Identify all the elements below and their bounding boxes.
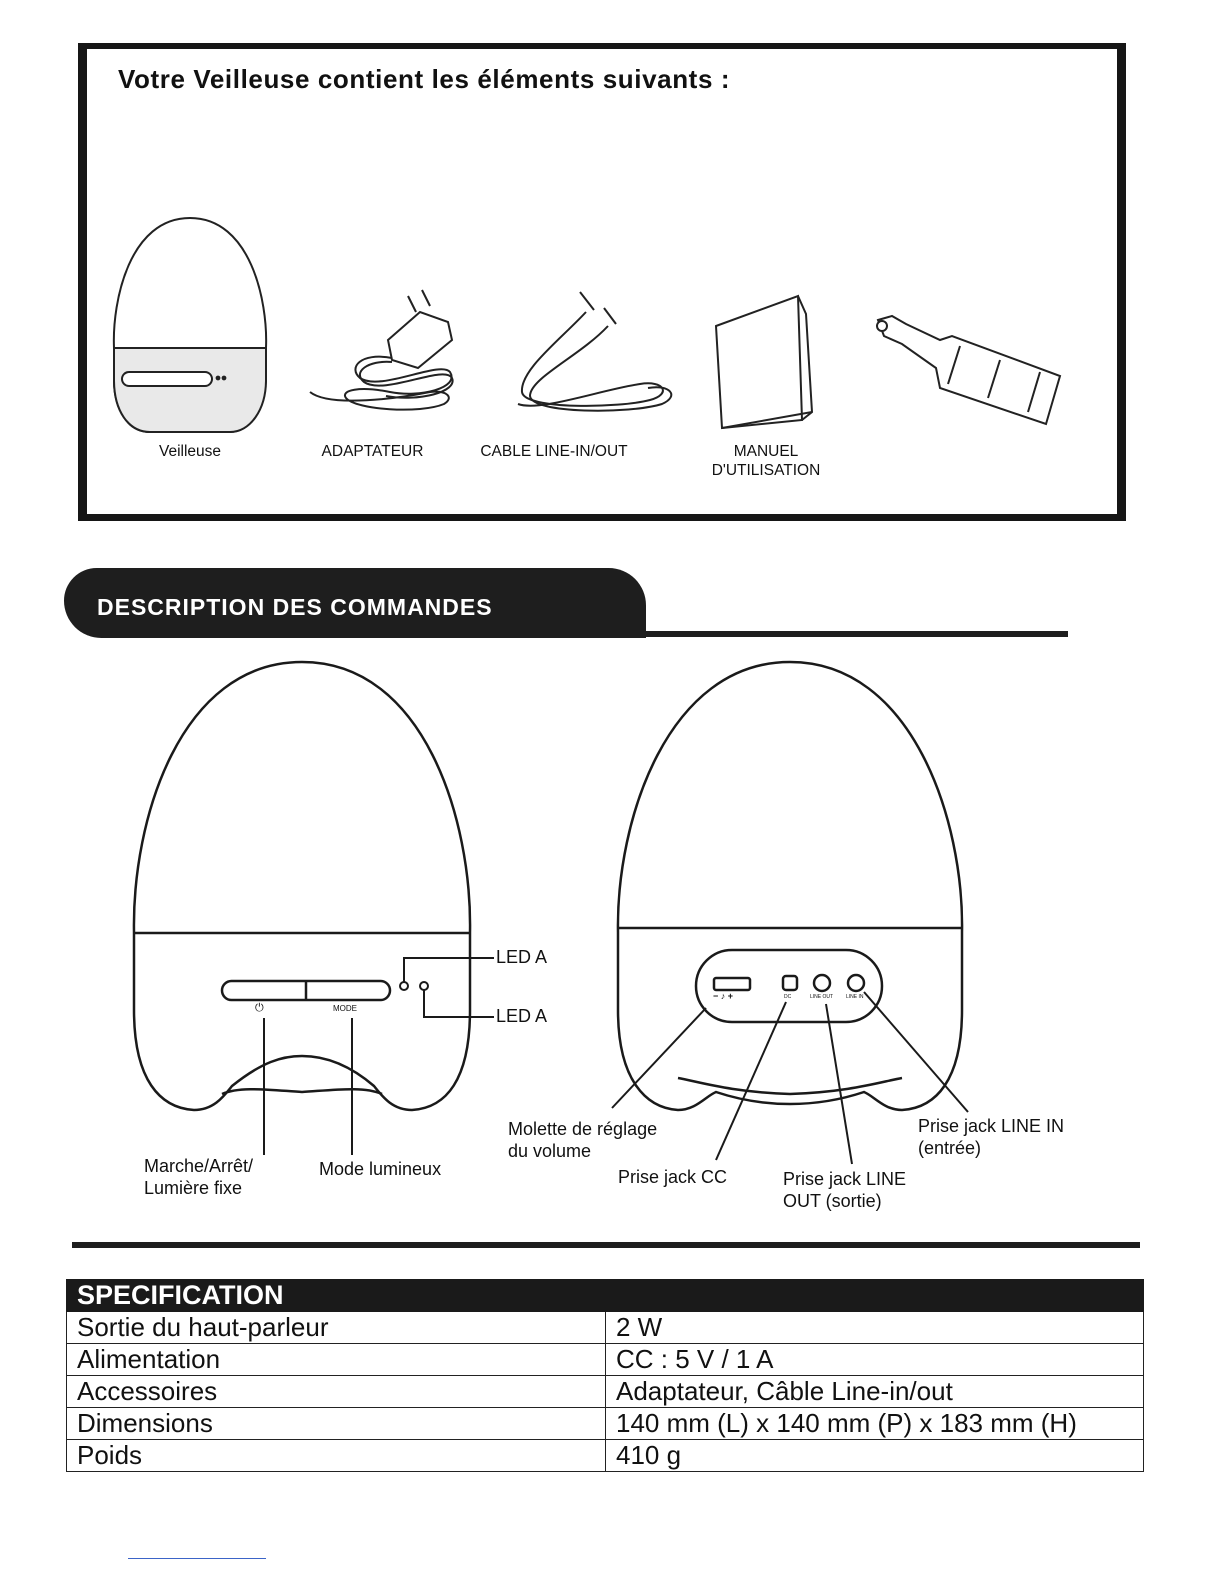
power-label (144, 1155, 253, 1199)
adapter-illustration (310, 290, 453, 410)
lineout-label-line1: Prise jack LINE (783, 1169, 907, 1189)
footer-link-line (128, 1558, 266, 1559)
volume-label-line2: du volume (508, 1141, 592, 1161)
mode-print: MODE (333, 1004, 357, 1013)
contents-title: Votre Veilleuse contient les éléments suivants : (118, 64, 731, 94)
led-top-label: LED A (496, 947, 548, 967)
spec-header: SPECIFICATION (67, 1280, 1144, 1312)
night-light-illustration (114, 218, 266, 432)
power-label-line1: Marche/Arrêt/ (144, 1156, 254, 1176)
linein-print: LINE IN (846, 994, 864, 1000)
caption-manual-line2: D'UTILISATION (711, 462, 821, 479)
caption-adapter: ADAPTATEUR (321, 443, 424, 460)
bottom-rule (72, 1242, 1140, 1248)
volume-label-line1: Molette de réglage (508, 1119, 658, 1139)
front-view-illustration (134, 662, 494, 1155)
volume-print: − ♪ + (713, 991, 734, 1001)
table-row (67, 1408, 1144, 1440)
power-symbol-print: ⏻ (255, 1002, 264, 1014)
led-bottom-label: LED A (496, 1006, 548, 1026)
linein-label-line1: Prise jack LINE IN (918, 1116, 1065, 1136)
power-label-line2: Lumière fixe (144, 1178, 243, 1198)
spec-name: Poids (67, 1440, 606, 1472)
lineout-label-line2: OUT (sortie) (783, 1191, 882, 1211)
caption-cable: CABLE LINE-IN/OUT (480, 443, 628, 460)
table-row (67, 1440, 1144, 1472)
spec-name: Alimentation (67, 1344, 606, 1376)
section-title: DESCRIPTION DES COMMANDES (97, 594, 493, 620)
table-row (67, 1312, 1144, 1344)
dc-print: DC (784, 994, 792, 1000)
linein-label (918, 1115, 1064, 1159)
back-view-illustration (612, 662, 968, 1164)
mode-label: Mode lumineux (319, 1159, 442, 1179)
spec-header-row (67, 1280, 1144, 1312)
table-row (67, 1344, 1144, 1376)
spec-value: Adaptateur, Câble Line-in/out (606, 1376, 1144, 1408)
spec-value: CC : 5 V / 1 A (606, 1344, 1144, 1376)
spec-name: Dimensions (67, 1408, 606, 1440)
lineout-print: LINE OUT (810, 994, 834, 1000)
spec-value: 2 W (606, 1312, 1144, 1344)
manual-illustration (716, 296, 812, 428)
table-row (67, 1376, 1144, 1408)
jack-adapter-illustration (877, 316, 1060, 424)
lineout-label (783, 1168, 906, 1212)
caption-manual (696, 442, 836, 480)
spec-name: Sortie du haut-parleur (67, 1312, 606, 1344)
spec-value: 410 g (606, 1440, 1144, 1472)
section-rule (620, 631, 1068, 637)
dc-jack-label: Prise jack CC (618, 1167, 728, 1187)
spec-table (66, 1279, 1144, 1472)
caption-veilleuse: Veilleuse (158, 443, 222, 460)
spec-name: Accessoires (67, 1376, 606, 1408)
cable-illustration (518, 292, 671, 411)
volume-label (508, 1118, 657, 1162)
spec-value: 140 mm (L) x 140 mm (P) x 183 mm (H) (606, 1408, 1144, 1440)
caption-manual-line1: MANUEL (733, 443, 799, 460)
linein-label-line2: (entrée) (918, 1138, 982, 1158)
